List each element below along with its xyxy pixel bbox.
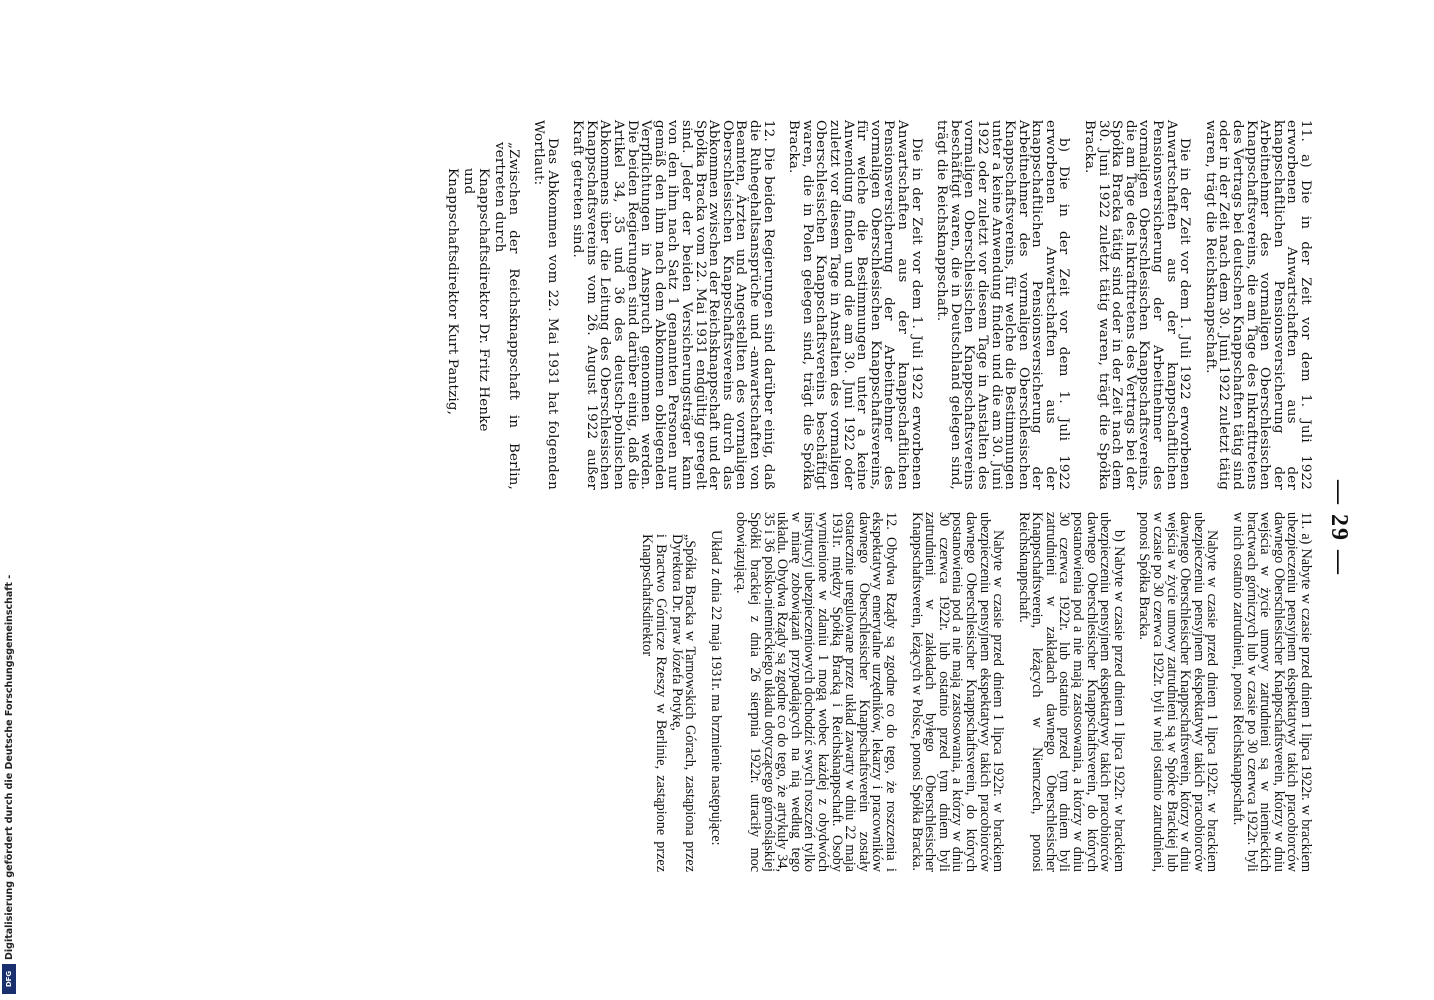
dfg-logo: DFG — [2, 964, 16, 994]
polish-paragraph-12: 12. Obydwa Rządy są zgodne co do tego, że roszczenia i ekspektatywy emerytalne urzędników, lekarzy i pracowników dawnego Oberschlesischer Knappschaftsverein zostały ostatecznie uregulowane przez układ zawarty w dniu 22 maja 1931r. między Spółką Bracką i Reichsknappschaft. Osoby wymienione w zdaniu 1 mogą wobec każdej z obydwóch instytucyj ubezpieczeniowych dochodzić swych roszczeń tylko w miarę zobowiązań przypadających na nią według tego układu. Obydwa Rządy są zgodne co do tego, że artykuły 34, 35 i 36 polsko-niemieckiego układu dotyczącego górnośląskiej Spółki brackiej z dnia 26 sierpnia 1922r. utraciły moc obowiązującą. — [733, 512, 899, 872]
polish-paragraph-11a: 11. a) Nabyte w czasie przed dniem 1 lipca 1922r. w brackiem ubezpieczeniu pensyjnem ekspektatywy takich pracobiorców dawnego Oberschlesischer Knappschaftsverein, którzy w dniu wejścia w życie umowy zatrudnieni są w niemieckich bractwach górniczych lub w czasie po 30 czerwca 1922r. byli w nich ostatnio zatrudnieni, ponosi Reichsknappschaft. — [1230, 512, 1314, 872]
polish-paragraph-11b-continued: Nabyte w czasie przed dniem 1 lipca 1922r. w brackiem ubezpieczeniu pensyjnem ekspektatywy takich pracobiorców dawnego Oberschlesischer Knappschaftsverein, do których postanowienia pod a nie mają zastosowania, a którzy w dniu 30 czerwca 1922r. lub ostatnio przed tym dniem byli zatrudnieni w zakładach byłego Oberschlesischer Knappschaftsverein, leżących w Polsce, ponosi Spółka Bracka. — [908, 512, 1007, 872]
polish-paragraph-11b: b) Nabyte w czasie przed dniem 1 lipca 1922r. w brackiem ubezpieczeniu pensyjnem ekspektatywy takich pracobiorców dawnego Oberschlesischer Knappschaftsverein, do których postanowienia pod a nie mają zastosowania, a którzy w dniu 30 czerwca 1922r. lub ostatnio przed tym dniem byli zatrudnieni w zakładach dawnego Oberschlesischer Knappschaftsverein, leżących w Niemczech, ponosi Reichsknappschaft. — [1015, 512, 1127, 872]
german-paragraph-11a-continued: Die in der Zeit vor dem 1. Juli 1922 erworbenen Anwartschaften aus der knappschaftlichen Pensionsversicherung der Arbeitnehmer des vormaligen Oberschlesischen Knappschaftsvereins, die am Tage des Inkrafttretens des Vertrags bei der Spółka Bracka tätig sind oder in der Zeit nach dem 30. Juni 1922 zuletzt tätig waren, trägt die Spółka Bracka. — [1082, 120, 1193, 490]
polish-quote-line-1: „Spółka Bracka w Tarnowskich Górach, zastąpiona przez Dyrektora Dr. praw Józefa Potykę, — [668, 534, 699, 872]
german-column — [444, 120, 1312, 490]
page-number: — 29 — — [1326, 480, 1352, 576]
digitization-note: Digitalisierung gefördert durch die Deutsche Forschungsgemeinschaft - — [4, 574, 15, 960]
german-paragraph-11b: b) Die in der Zeit vor dem 1. Juli 1922 erworbenen Anwartschaften aus der knappschaftlichen Pensionsversicherung der Arbeitnehmer des vormaligen Oberschlesischen Knappschaftsvereins, für welche die Bestimmungen unter a keine Anwendung finden und die am 30. Juni 1922 oder zuletzt vor diesem Tage in Anstalten des vormaligen Oberschlesischen Knappschaftsvereins beschäftigt waren, die in Deutschland gelegen sind, trägt die Reichsknappschaft. — [934, 120, 1072, 490]
polish-quote-line-2: i Bractwo Górnicze Rzeszy w Berlinie, zastąpione przez Knappschaftsdirektor — [639, 534, 670, 872]
polish-column — [638, 512, 1312, 872]
german-paragraph-11b-continued: Die in der Zeit vor dem 1. Juli 1922 erworbenen Anwartschaften aus der knappschaftlichen Pensionsversicherung der Arbeitnehmer des vormaligen Oberschlesischen Knappschaftsvereins, für welche die Bestimmungen unter a keine Anwendung finden und die am 30. Juni 1922 oder zuletzt vor diesem Tage in Anstalten des vormaligen Oberschlesischen Knappschaftsvereins beschäftigt waren, die in Polen gelegen sind, trägt die Spółka Bracka. — [786, 120, 924, 490]
german-quote-line-2: Knappschaftsdirektor Dr. Fritz Henke — [476, 168, 492, 432]
german-quote-line-4: Knappschaftsdirektor Kurt Pantzig, — [445, 168, 461, 416]
polish-paragraph-12-continued: Układ z dnia 22 maja 1931r. ma brzmienie następujące: — [707, 530, 724, 846]
german-paragraph-11a: 11. a) Die in der Zeit vor dem 1. Juli 1922 erworbenen Anwartschaften aus der knappschaftlichen Pensionsversicherung der Arbeitnehmer des vormaligen Oberschlesischen Knappschaftsvereins, die am Tage des Inkrafttretens des Vertrags bei deutschen Knappschaften tätig sind oder in der Zeit nach dem 30. Juni 1922 zuletzt tätig waren, trägt die Reichsknappschaft. — [1202, 120, 1313, 490]
german-quote-line-3: und — [460, 168, 476, 195]
german-quote-line-1: „Zwischen der Reichsknappschaft in Berlin, vertreten durch — [491, 142, 521, 490]
german-paragraph-12-continued: Das Abkommen vom 22. Mai 1931 hat folgenden Wortlaut: — [531, 120, 560, 490]
polish-paragraph-11a-continued: Nabyte w czasie przed dniem 1 lipca 1922r. w brackiem ubezpieczeniu pensyjnem ekspektatywy takich pracobiorców dawnego Oberschlesischer Knappschaftsverein, którzy w dniu wejścia w życie umowy zatrudnieni są w Spółce Brackiej lub w czasie po 30 czerwca 1922r. byli w niej ostatnio zatrudnieni, ponosi Spółka Bracka. — [1136, 512, 1221, 872]
german-paragraph-12: 12. Die beiden Regierungen sind darüber einig, daß die Ruhegehaltsansprüche und -anwartschaften von Beamten, Ärzten und Angestellten des vormaligen Oberschlesischen Knappschaftsvereins durch das Abkommen zwischen der Reichsknappschaft und der Spółka Bracka vom 22. Mai 1931 endgültig geregelt sind. Jeder der beiden Versicherungsträger kann von den ihm nach Satz 1 genannten Personen nur gemäß den ihm nach dem Abkommen obliegenden Verpflichtungen in Anspruch genommen werden. Die beiden Regierungen sind darüber einig, daß die Artikel 34, 35 und 36 des deutsch-polnischen Abkommens über die Leitung des Oberschlesischen Knappschaftsvereins vom 26. August 1922 außer Kraft getreten sind. — [570, 120, 776, 490]
